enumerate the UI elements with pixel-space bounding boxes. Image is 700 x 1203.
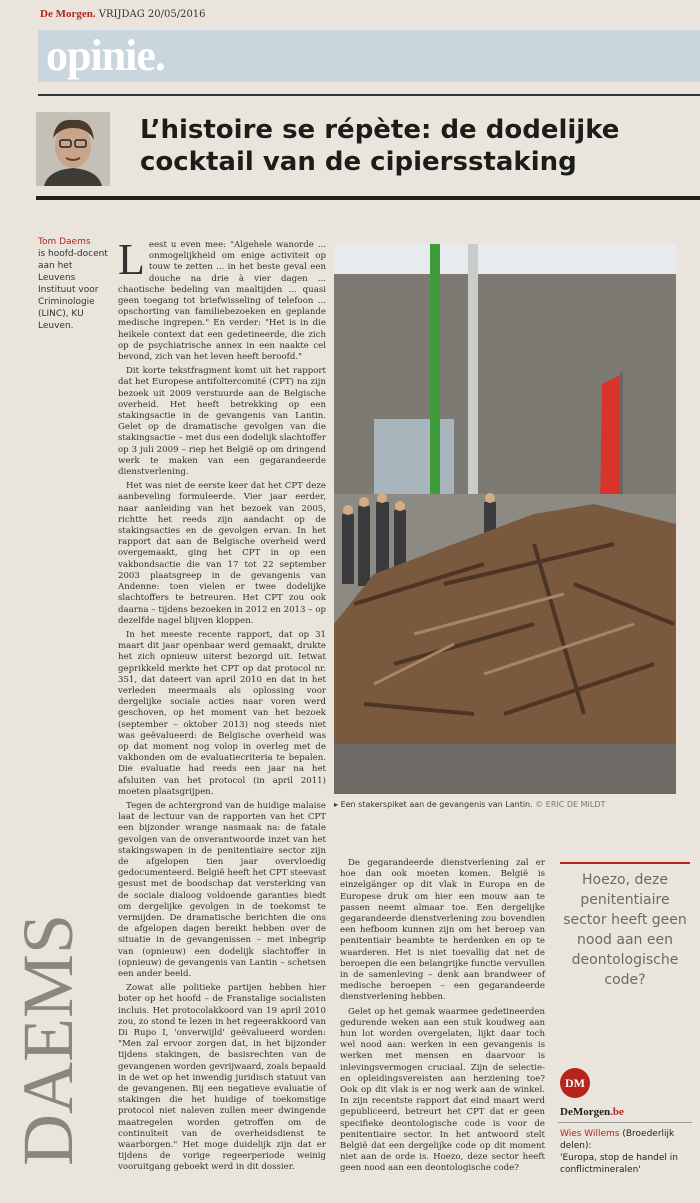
dm-logo-icon: DM [560, 1068, 590, 1098]
pull-quote-rule [560, 862, 690, 864]
article-paragraph: Het was niet de eerste keer dat het CPT deze aanbeveling formuleerde. Vier jaar eerder, naar aanleiding van het bezoek van 2005, richtte het reeds zijn aandacht op de stakingsacties en de gevolgen ervan. In het rapport dat aan de Belgische overheid werd overgemaakt, ging het CPT in op een vakbondsactie die van 17 tot 22 september 2003 plaatsgreep in de gevangenis van Andenne: toen vielen er twee dodelijke slachtoffers te betreuren. Het CPT zou ook daarna – tijdens bezoeken in 2012 en 2013 – op dezelfde nagel blijven kloppen. [118, 481, 326, 626]
author-bio: is hoofd-docent aan het Leuvens Instituut voor Criminologie (LINC), KU Leuven. [38, 249, 108, 331]
promo-writer-meta: (Broederlijk delen): [560, 1129, 675, 1151]
caption-text: Een stakerspiket aan de gevangenis van Lantin. [340, 800, 533, 809]
article-column-2 [340, 858, 545, 1173]
photo-credit: © ERIC DE MILDT [535, 800, 606, 809]
vertical-author-name [6, 870, 86, 1170]
promo-rule [558, 1122, 692, 1123]
pull-quote: Hoezo, deze penitentiaire sector heeft geen nood aan een deontologische code? [563, 872, 687, 988]
top-rule [38, 94, 700, 96]
article-paragraph: Dit korte tekstfragment komt uit het rapport dat het Europese antifoltercomité (CPT) na zijn bezoek uit 2009 verstuurde aan de Belgische overheid. Het heeft betrekking op een stakingsactie in de gevangenis van Lantin. Gelet op de dramatische gevolgen van die stakingsactie – met dus een dodelijk slachtoffer op 3 juli 2009 – riep het België op om dringend werk te maken van een gegarandeerde dienstverlening. [118, 366, 326, 478]
caption-arrow-icon: ▸ [334, 800, 339, 809]
section-title: opinie. [46, 31, 165, 80]
article-paragraph: De gegarandeerde dienstverlening zal er hoe dan ook moeten komen. België is einzelgänger op dit vlak in Europa en de Europese druk om hier een mouw aan te passen neemt almaar toe. Een dergelijke gegarandeerde dienstverlening zou bovendien een hefboom kunnen zijn om het beroep van penitentiair beambte te herdenken en op te waarderen. Het is niet toevallig dat net de beroepen die een belangrijke functie vervullen in de samenleving – denk aan brandweer of medische beroepen – een gegarandeerde dienstverlening hebben. [340, 858, 545, 1003]
promo-site-brand: DeMorgen [560, 1106, 611, 1118]
promo-headline[interactable]: 'Europa, stop de handel in conflictmineralen' [560, 1153, 678, 1175]
issue-date: VRIJDAG 20/05/2016 [98, 9, 206, 20]
headline: L’histoire se répète: de dodelijke cocktail van de cipiersstaking [140, 115, 620, 177]
article-column-1 [118, 235, 327, 1173]
promo-site-tld: .be [610, 1106, 624, 1118]
article-paragraph: In het meeste recente rapport, dat op 31 maart dit jaar openbaar werd gemaakt, drukte het zich opnieuw uiterst bezorgd uit. Ietwat geprikkeld merkte het CPT op dat protocol nr. 351, dat dateert van april 2010 en dat in het verleden meermaals als oplossing voor dergelijke sociale acties naar voren werd geschoven, op het moment van het bezoek (september – oktober 2013) nog steeds niet was geëvalueerd: de Belgische overheid was op dat moment nog volop in overleg met de vakbonden om de evaluatiecriteria te bepalen. Die evaluatie had reeds een jaar na het afsluiten van het protocol (in april 2011) moeten plaatsgrijpen. [118, 629, 326, 797]
article-paragraph: Leest u even mee: "Algehele wanorde ... onmogelijkheid om enige activiteit op touw te zetten ... in het beste geval een douche na drie à vier dagen ... chaotische bedeling van maaltijden ... quasi geen toegang tot briefwisseling of telefoon ... opschorting van familiebezoeken en geplande medische ingrepen." En verder: "Het is in die heikele context dat een gedetineerde, die zich op de psychiatrische annex in een naakte cel bevond, zich van het leven heeft beroofd." [118, 235, 326, 363]
author-byline [38, 236, 108, 332]
promo-site [560, 1106, 624, 1118]
masthead [40, 8, 206, 20]
article-paragraph: Gelet op het gemak waarmee gedetineerden gedurende weken aan een stuk koudweg aan hun lot worden overgelaten, lijkt daar toch wel nood aan: werken in een gevangenis is werken met mensen en daarvoor is inlevingsvermogen cruciaal. Zijn de selectie- en opleidingsvereisten aan herziening toe? Ook op dit vlak is er nog werk aan de winkel. In zijn recentste rapport dat eind maart werd gepubliceerd, betreurt het CPT dat er geen specifieke deontologische code is voor de penitentiaire sector. In het antwoord stelt België dat een dergelijke code op dit moment niet aan de orde is. Hoezo, deze sector heeft geen nood aan een deontologische code? [340, 1006, 545, 1174]
article-paragraph: Zowat alle politieke partijen hebben hier boter op het hoofd – de Franstalige socialisten incluis. Het protocolakkoord van 19 april 2010 zou, zo stond te lezen in het regeerakkoord van Di Rupo I, 'onverwijld' geëvalueerd worden: "Men zal ervoor zorgen dat, in het bijzonder tijdens stakingen, de basisrechten van de gevangenen worden gevrijwaard, zoals bepaald in de wet op het inwendig juridisch statuut van de gevangenen. Bij een negatieve evaluatie of stakingen die het huidige of toekomstige protocol niet naleven zullen meer dwingende maatregelen worden getroffen om de continuïteit van de overheidsdienst te waarborgen." Het moge duidelijk zijn dat er tijdens de vorige regeerperiode weinig vooruitgang geboekt werd in dit dossier. [118, 983, 327, 1173]
author-name: Tom Daems [38, 237, 91, 247]
promo-teaser[interactable] [560, 1128, 692, 1176]
promo-writer: Wies Willems [560, 1129, 620, 1139]
article-paragraph: Tegen de achtergrond van de huidige malaise laat de lectuur van de rapporten van het CPT een bijzonder wrange nasmaak na: de fatale gevolgen van de onverantwoorde inzet van het stakingswapen in de penitentiaire sector zijn de afgelopen tien jaar overvloedig gedocumenteerd. België heeft het CPT steevast gesust met de boodschap dat versterking van de sociale dialoog voldoende garanties biedt om dergelijke gevolgen in de toekomst te vermijden. De dramatische berichten die ons de afgelopen dagen bereikt hebben over de situatie in de gevangenissen – met inbegrip van (opnieuw) een dodelijk slachtoffer in (opnieuw) de gevangenis van Lantin – schetsen een ander beeld. [118, 800, 326, 979]
photo-caption [334, 800, 678, 809]
article-photo [334, 244, 676, 794]
paper-name: De Morgen. [40, 8, 96, 20]
author-portrait [36, 112, 110, 186]
drop-cap: L [118, 235, 145, 284]
svg-text:DAEMS: DAEMS [8, 913, 88, 1166]
headline-rule [36, 196, 700, 200]
